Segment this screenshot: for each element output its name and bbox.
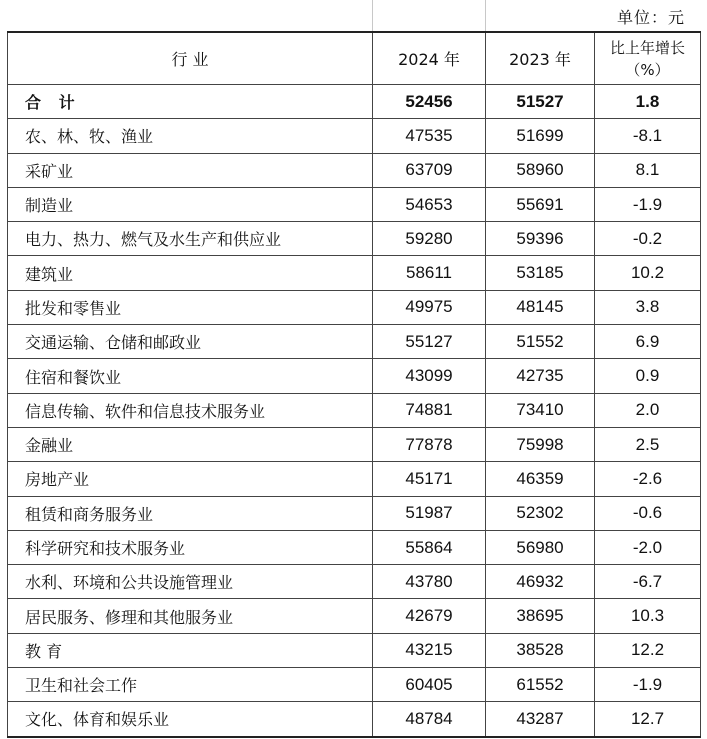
cell-2024: 58611	[373, 256, 486, 290]
cell-industry: 制造业	[8, 187, 373, 221]
cell-industry: 科学研究和技术服务业	[8, 530, 373, 564]
cell-growth: 12.7	[595, 702, 701, 737]
cell-growth: 2.5	[595, 427, 701, 461]
table-row-total	[8, 85, 701, 119]
table-row	[8, 599, 701, 633]
cell-industry: 批发和零售业	[8, 290, 373, 324]
cell-industry: 信息传输、软件和信息技术服务业	[8, 393, 373, 427]
table-row	[8, 702, 701, 737]
cell-industry: 租赁和商务服务业	[8, 496, 373, 530]
cell-2024: 51987	[373, 496, 486, 530]
table-row	[8, 393, 701, 427]
table-row	[8, 119, 701, 153]
table-row	[8, 462, 701, 496]
cell-2023: 46359	[486, 462, 595, 496]
cell-growth: 10.2	[595, 256, 701, 290]
cell-industry: 房地产业	[8, 462, 373, 496]
cell-2023: 75998	[486, 427, 595, 461]
table-row	[8, 290, 701, 324]
cell-2024: 60405	[373, 668, 486, 702]
table-row	[8, 222, 701, 256]
cell-2024: 43780	[373, 565, 486, 599]
table-header-row	[8, 32, 701, 85]
wage-table	[7, 31, 701, 738]
cell-2023: 43287	[486, 702, 595, 737]
table-row	[8, 325, 701, 359]
cell-growth: 12.2	[595, 633, 701, 667]
unit-row-divider	[485, 0, 486, 31]
cell-2024: 74881	[373, 393, 486, 427]
header-growth-line1: 比上年增长	[609, 38, 685, 57]
cell-2024: 59280	[373, 222, 486, 256]
table-row	[8, 153, 701, 187]
cell-2023: 58960	[486, 153, 595, 187]
cell-industry: 农、林、牧、渔业	[8, 119, 373, 153]
cell-2023: 59396	[486, 222, 595, 256]
unit-row	[0, 0, 707, 31]
table-row	[8, 668, 701, 702]
cell-2023: 51552	[486, 325, 595, 359]
cell-growth: -0.2	[595, 222, 701, 256]
cell-2023: 48145	[486, 290, 595, 324]
cell-2023: 61552	[486, 668, 595, 702]
cell-industry: 住宿和餐饮业	[8, 359, 373, 393]
cell-growth: -1.9	[595, 668, 701, 702]
table-row	[8, 530, 701, 564]
cell-2023: 38528	[486, 633, 595, 667]
cell-2023: 55691	[486, 187, 595, 221]
cell-industry: 文化、体育和娱乐业	[8, 702, 373, 737]
cell-2023: 53185	[486, 256, 595, 290]
cell-2024: 43099	[373, 359, 486, 393]
cell-2024: 48784	[373, 702, 486, 737]
cell-2024: 42679	[373, 599, 486, 633]
unit-label: 单位：元	[616, 8, 685, 27]
table-row	[8, 496, 701, 530]
header-2023: 2023 年	[486, 32, 595, 85]
cell-2024: 63709	[373, 153, 486, 187]
table-row	[8, 633, 701, 667]
cell-growth: -6.7	[595, 565, 701, 599]
cell-2023: 52302	[486, 496, 595, 530]
cell-industry: 合 计	[8, 85, 373, 119]
cell-2023: 46932	[486, 565, 595, 599]
cell-growth: 10.3	[595, 599, 701, 633]
cell-industry: 建筑业	[8, 256, 373, 290]
cell-industry: 居民服务、修理和其他服务业	[8, 599, 373, 633]
cell-2023: 56980	[486, 530, 595, 564]
cell-2023: 42735	[486, 359, 595, 393]
cell-2024: 49975	[373, 290, 486, 324]
cell-growth: 0.9	[595, 359, 701, 393]
cell-2024: 54653	[373, 187, 486, 221]
cell-growth: -0.6	[595, 496, 701, 530]
table-row	[8, 256, 701, 290]
table-row	[8, 565, 701, 599]
header-growth	[595, 32, 701, 85]
header-2024: 2024 年	[373, 32, 486, 85]
cell-industry: 卫生和社会工作	[8, 668, 373, 702]
cell-growth: 2.0	[595, 393, 701, 427]
cell-industry: 电力、热力、燃气及水生产和供应业	[8, 222, 373, 256]
cell-growth: 8.1	[595, 153, 701, 187]
cell-2023: 38695	[486, 599, 595, 633]
cell-2024: 77878	[373, 427, 486, 461]
cell-industry: 教 育	[8, 633, 373, 667]
cell-2024: 47535	[373, 119, 486, 153]
cell-growth: 3.8	[595, 290, 701, 324]
cell-2023: 73410	[486, 393, 595, 427]
header-growth-line2: （%）	[625, 60, 670, 79]
cell-industry: 金融业	[8, 427, 373, 461]
cell-industry: 采矿业	[8, 153, 373, 187]
header-industry: 行 业	[8, 32, 373, 85]
cell-2024: 45171	[373, 462, 486, 496]
cell-industry: 水利、环境和公共设施管理业	[8, 565, 373, 599]
cell-growth: 1.8	[595, 85, 701, 119]
cell-growth: 6.9	[595, 325, 701, 359]
cell-growth: -2.0	[595, 530, 701, 564]
cell-2024: 43215	[373, 633, 486, 667]
cell-industry: 交通运输、仓储和邮政业	[8, 325, 373, 359]
cell-2024: 55864	[373, 530, 486, 564]
cell-2023: 51527	[486, 85, 595, 119]
table-row	[8, 427, 701, 461]
cell-2023: 51699	[486, 119, 595, 153]
cell-growth: -1.9	[595, 187, 701, 221]
cell-growth: -8.1	[595, 119, 701, 153]
cell-2024: 55127	[373, 325, 486, 359]
cell-growth: -2.6	[595, 462, 701, 496]
table-row	[8, 359, 701, 393]
table-row	[8, 187, 701, 221]
cell-2024: 52456	[373, 85, 486, 119]
unit-row-divider	[372, 0, 373, 31]
